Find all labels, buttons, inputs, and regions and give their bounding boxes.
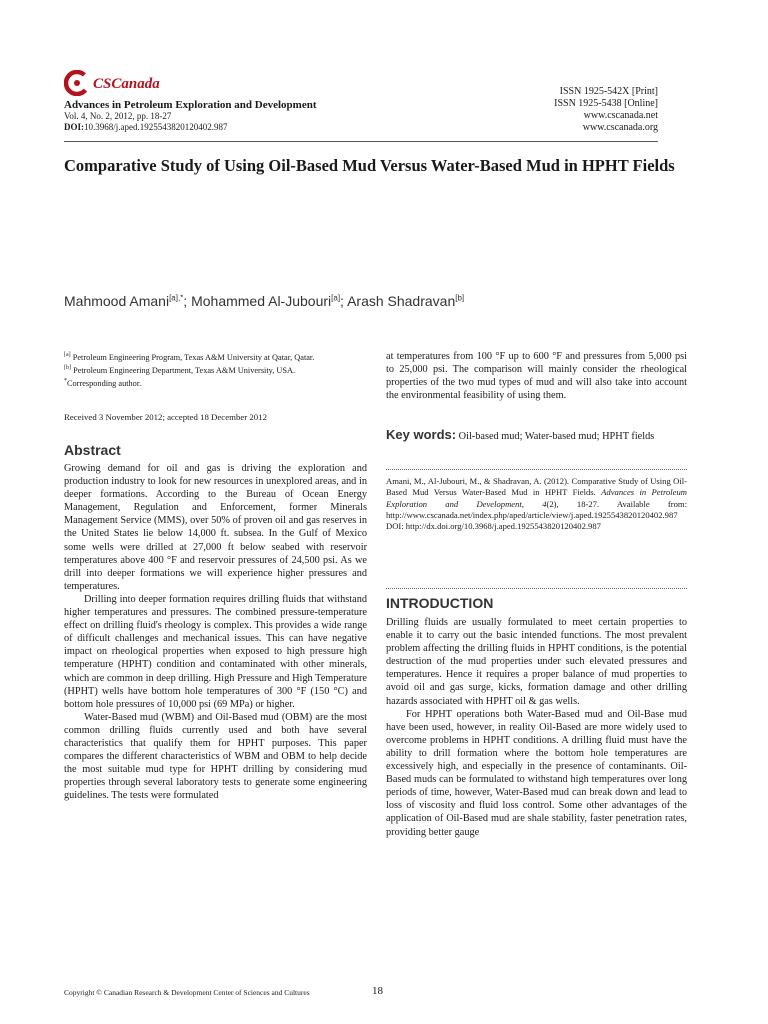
abstract-continued: [386, 350, 687, 402]
citation-authors: Amani, M., Al-Jubouri, M., & Shadravan, A. (2012). Comparative Study of Using Oil-Based Mud Versus Water-Based Mud in HPHT Fields.: [386, 476, 687, 498]
affiliation-a-text: Petroleum Engineering Program, Texas A&M University at Qatar, Qatar.: [72, 352, 315, 362]
citation-doi-link[interactable]: DOI: http://dx.doi.org/10.3968/j.aped.1925543820120402.987: [386, 521, 601, 532]
doi-line: [64, 122, 228, 132]
citation-volume: 4: [542, 498, 547, 509]
affiliation-a-sup: [a]: [64, 352, 71, 358]
received-dates: Received 3 November 2012; accepted 18 December 2012: [64, 412, 267, 422]
affiliations: [64, 350, 367, 388]
abstract-heading: Abstract: [64, 442, 121, 458]
citation-divider-bottom: [386, 588, 687, 589]
keywords-text: Oil-based mud; Water-based mud; HPHT fields: [456, 431, 655, 442]
footer-copyright: Copyright © Canadian Research & Development Center of Sciences and Cultures: [64, 988, 310, 997]
cscanada-logo-icon: [64, 70, 90, 96]
corresponding-author: [64, 376, 367, 389]
doi-value: 10.3968/j.aped.1925543820120402.987: [84, 122, 228, 132]
website-link-2[interactable]: www.cscanada.org: [582, 122, 658, 133]
introduction-paragraph-2: For HPHT operations both Water-Based mud and Oil-Base mud have been used, however, in reality Oil-Based are more widely used to overcome problems in HPHT conditions. A drilling fluid must have the ability to drill formation where the bottom hole temperatures are excessively high, and especially in the presence of contaminants. Oil-Based muds can be formulated to withstand high temperatures over long periods of time, however, Water-Based mud can break down and lead to loss of viscosity and fluid loss control. Some other advantages of the application of Oil-Based mud are shale stability, faster penetration rates, providing better gauge: [386, 708, 687, 838]
volume-info: Vol. 4, No. 2, 2012, pp. 18-27: [64, 111, 172, 121]
author-1: Mahmood Amani: [64, 293, 170, 309]
author-separator: ;: [183, 293, 192, 309]
citation-divider-top: [386, 469, 687, 470]
website-link-1[interactable]: www.cscanada.net: [583, 110, 658, 121]
citation-pages-url[interactable]: (2), 18-27. Available from: http://www.cscanada.net/index.php/aped/article/view/j.aped.1925543820120402.987: [386, 498, 688, 520]
author-2: Mohammed Al-Jubouri: [191, 293, 332, 309]
author-3: Arash Shadravan: [347, 293, 456, 309]
introduction-paragraph-1: Drilling fluids are usually formulated to meet certain properties to enable it to carry out the basic intended functions. The most prevalent problem affecting the drilling fluids in HPHT conditions, is the potential destruction of the mud properties under such elevated pressures and temperatures. Hence it requires a proper balance of mud properties to avoid oil and gas surge, kicks, formation damage and other drilling hazards associated with HPHT oil & gas wells.: [386, 617, 687, 707]
corresponding-sup: *: [64, 377, 67, 384]
affiliation-b-text: Petroleum Engineering Department, Texas A&M University, USA.: [73, 365, 296, 375]
page-number: 18: [372, 985, 383, 997]
brand-name: CSCanada: [93, 76, 160, 92]
abstract-paragraph-1: Growing demand for oil and gas is driving the exploration and production industry to look for new resources in unexplored areas, and in deeper formations. According to the Bureau of Ocean Energy Management, Regulation and Enforcement, former Minerals Management Service (MMS), over 50% of proven oil and gas reserves in the United States lie below 14,000 ft. subsea. In the Gulf of Mexico some wells were drilled at 27,000 ft below seabed with reservoir temperatures above 400 °F and reservoir pressures of 24,500 psi. As we drill into deeper formations we will experience higher pressures and temperatures.: [64, 463, 367, 592]
keywords-label: Key words:: [386, 427, 457, 442]
doi-label: DOI:: [64, 122, 84, 132]
journal-name: Advances in Petroleum Exploration and Development: [64, 99, 317, 111]
abstract-body: [64, 462, 367, 802]
citation-sep: ,: [521, 498, 543, 509]
introduction-body: [386, 616, 687, 839]
keywords: [386, 428, 687, 444]
author-separator: ;: [340, 293, 348, 309]
paper-title: Comparative Study of Using Oil-Based Mud Versus Water-Based Mud in HPHT Fields: [64, 156, 675, 175]
author-list: [64, 293, 464, 309]
issn-block: [554, 86, 658, 134]
author-3-sup: [b]: [455, 293, 465, 303]
abstract-paragraph-4: at temperatures from 100 °F up to 600 °F and pressures from 5,000 psi to 25,000 psi. The comparison will mainly consider the rheological properties of the two mud types of mud and will also take into account the environmental feasibility of using them.: [386, 351, 687, 402]
introduction-heading: INTRODUCTION: [386, 595, 494, 611]
abstract-paragraph-2: Drilling into deeper formation requires drilling fluids that withstand higher temperatures and pressures. The combined pressure-temperature effect on drilling fluid's rheology is complex. This provides a wide range of difficult challenges and mechanical issues. This can have negative impact on rheological properties when exposed to high pressure high temperature (HPHT) condition and contaminated with other minerals, which are common in deep drilling. High Pressure and High Temperature (HPHT) wells have bottom hole temperatures of 300 °F (150 °C) and bottom hole pressures of 10,000 psi (69 MPa) or higher.: [64, 593, 367, 710]
issn-online: ISSN 1925-5438 [Online]: [554, 98, 658, 109]
header-divider: [64, 141, 658, 142]
citation-journal: Advances in Petroleum Exploration and Development: [386, 487, 688, 509]
issn-print: ISSN 1925-542X [Print]: [559, 86, 658, 97]
author-2-sup: [a]: [331, 293, 341, 303]
affiliation-b-sup: [b]: [64, 364, 71, 371]
author-1-sup: [a],*: [169, 293, 184, 303]
citation-block: [386, 476, 687, 532]
affiliation-b: [64, 363, 367, 376]
corresponding-text: Corresponding author.: [67, 378, 142, 388]
abstract-paragraph-3: Water-Based mud (WBM) and Oil-Based mud (OBM) are the most common drilling fluids currently used and both have several characteristics that qualify them for HPHT purposes. This paper compares the different characteristics of WBM and OBM to help decide the most suitable mud type for HPHT drilling by considering mud properties through several laboratory tests to generate some engineering guidelines. The tests were formulated: [64, 711, 367, 802]
affiliation-a: [64, 350, 367, 363]
